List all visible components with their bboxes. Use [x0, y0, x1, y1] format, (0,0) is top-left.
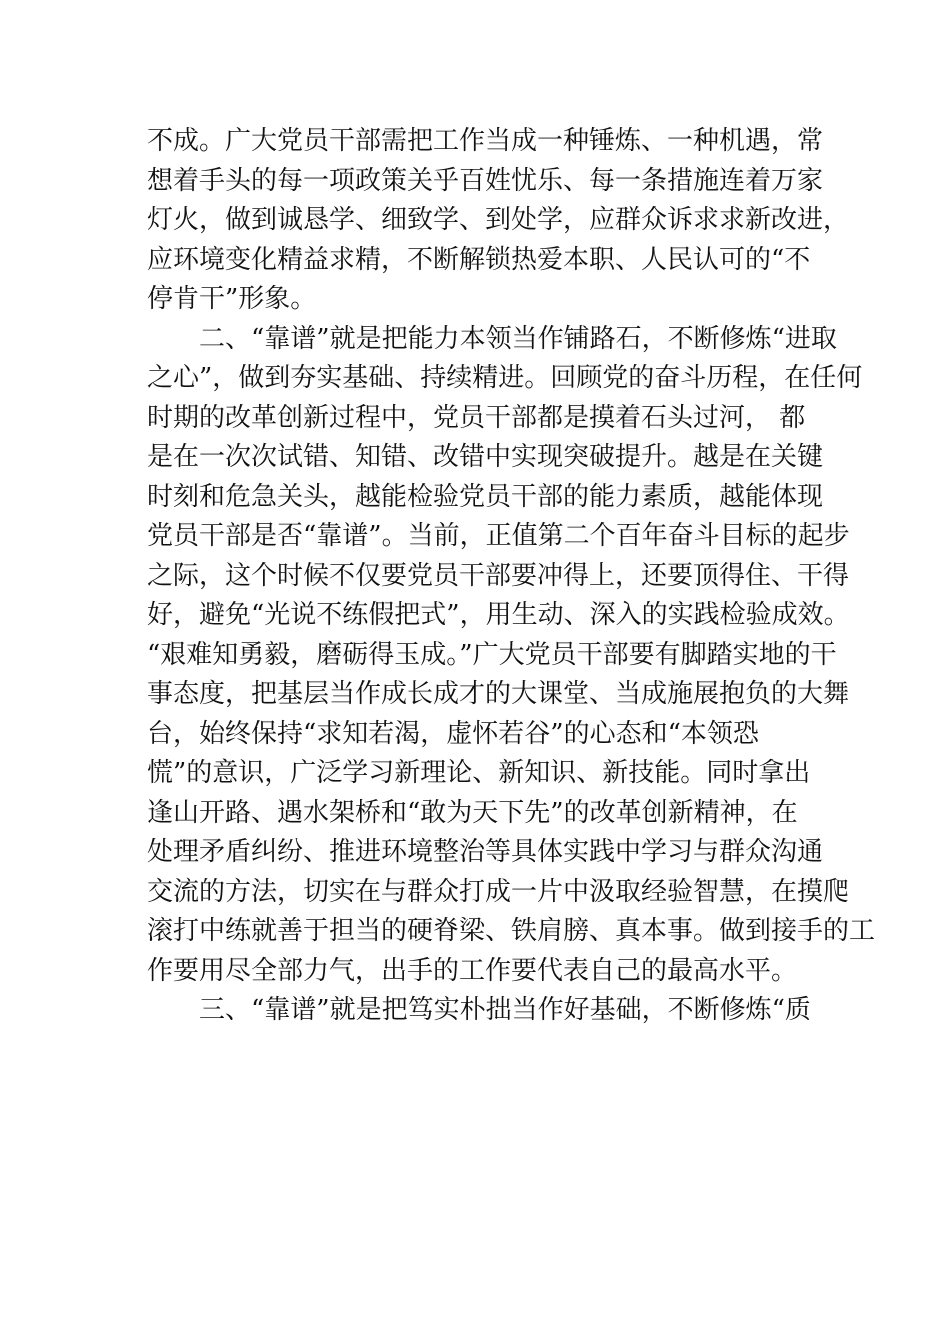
text-line-1: 不成。广大党员干部需把工作当成一种锤炼、一种机遇，常 — [147, 126, 824, 156]
text-line-16: 台，始终保持“求知若渴，虚怀若谷”的心态和“本领恐 — [147, 718, 759, 749]
text-line-18: 逢山开路、遇水架桥和“敢为天下先”的改革创新精神，在 — [147, 797, 798, 828]
text-line-11: 党员干部是否“靠谱”。当前，正值第二个百年奋斗目标的起步 — [147, 521, 850, 551]
text-line-21: 滚打中练就善于担当的硬脊梁、铁肩膀、真本事。做到接手的工 — [147, 916, 876, 946]
text-line-14: “艰难知勇毅，磨砺得玉成。”广大党员干部要有脚踏实地的干 — [147, 639, 837, 670]
text-line-8: 时期的改革创新过程中，党员干部都是摸着石头过河， 都 — [147, 402, 806, 433]
text-line-7: 之心”，做到夯实基础、持续精进。回顾党的奋斗历程，在任何 — [147, 363, 863, 393]
section-three-heading-line: 三、“靠谱”就是把笃实朴拙当作好基础，不断修炼“质 — [199, 995, 811, 1025]
text-line-22: 作要用尽全部力气，出手的工作要代表自己的最高水平。 — [147, 955, 798, 986]
text-line-3: 灯火，做到诚恳学、细致学、到处学，应群众诉求求新改进， — [147, 205, 850, 235]
text-line-15: 事态度，把基层当作成长成才的大课堂、当成施展抱负的大舞 — [147, 679, 850, 709]
text-line-10: 时刻和危急关头，越能检验党员干部的能力素质，越能体现 — [147, 481, 824, 512]
text-line-9: 是在一次次试错、知错、改错中实现突破提升。越是在关键 — [147, 442, 824, 472]
text-line-19: 处理矛盾纠纷、推进环境整治等具体实践中学习与群众沟通 — [147, 837, 824, 867]
text-line-2: 想着手头的每一项政策关乎百姓忧乐、每一条措施连着万家 — [147, 165, 824, 196]
text-line-20: 交流的方法，切实在与群众打成一片中汲取经验智慧，在摸爬 — [147, 876, 850, 907]
text-line-4: 应环境变化精益求精，不断解锁热爱本职、人民认可的“不 — [147, 244, 811, 275]
text-line-13: 好，避免“光说不练假把式”，用生动、深入的实践检验成效。 — [147, 600, 850, 630]
text-line-12: 之际，这个时候不仅要党员干部要冲得上，还要顶得住、干得 — [147, 560, 850, 591]
section-two-heading-line: 二、“靠谱”就是把能力本领当作铺路石，不断修炼“进取 — [199, 323, 837, 354]
text-line-17: 慌”的意识，广泛学习新理论、新知识、新技能。同时拿出 — [147, 758, 811, 788]
body-text — [147, 122, 876, 1031]
text-line-5: 停肯干”形象。 — [147, 284, 317, 314]
